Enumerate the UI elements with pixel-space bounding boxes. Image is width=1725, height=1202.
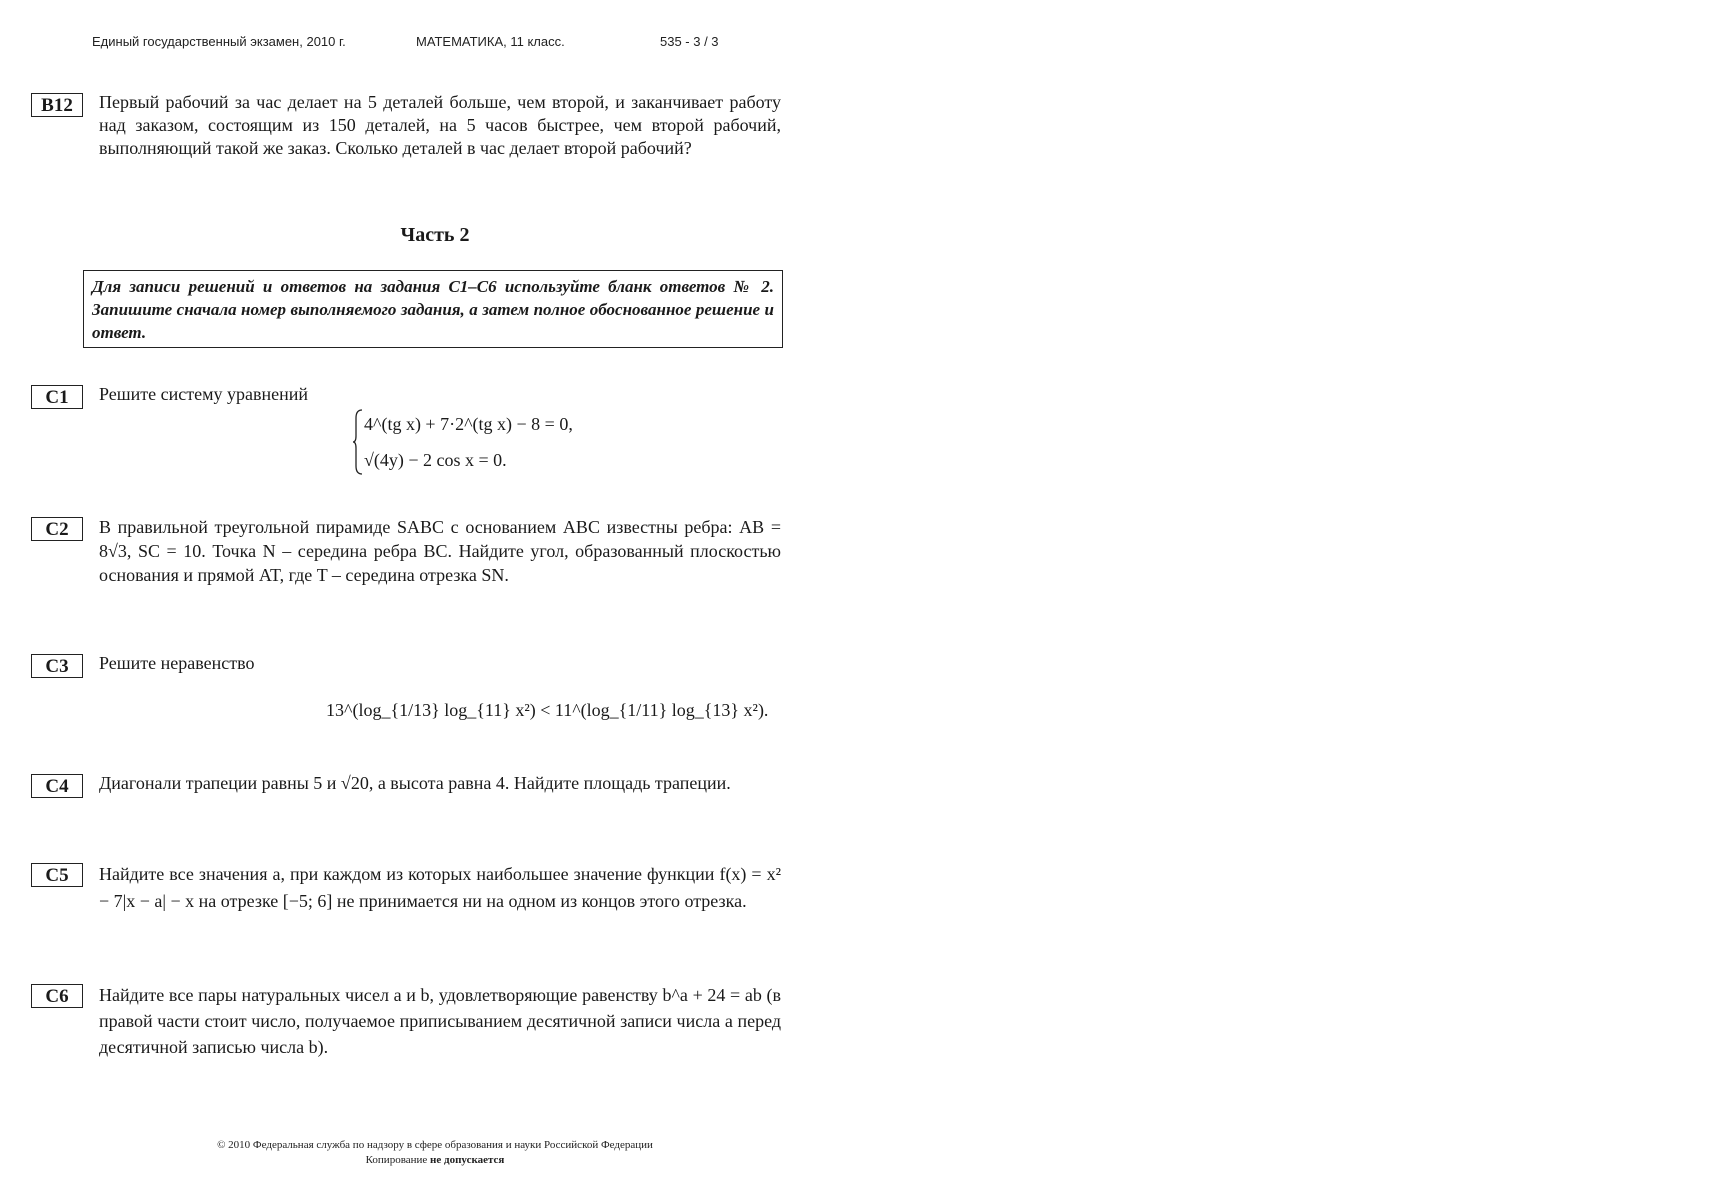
footer-copy-bold: не допускается (430, 1154, 505, 1166)
header-exam: Единый государственный экзамен, 2010 г. (92, 34, 346, 49)
instruction-box: Для записи решений и ответов на задания C1–C6 используйте бланк ответов № 2. Запишите сначала номер выполняемого задания, а затем полное обоснованное решение и ответ. (83, 270, 783, 348)
equation-text: √(4y) − 2 cos x = 0. (364, 450, 507, 470)
header-subject: МАТЕМАТИКА, 11 класс. (416, 34, 565, 49)
task-text: Найдите все значения a, при каждом из которых наибольшее значение функции f(x) = x² − 7|x − a| − x на отрезке [−5; 6] не принимается ни на одном из концов этого отрезка. (99, 864, 781, 911)
task-label: C1 (31, 385, 83, 409)
inequality-text: 13^(log_{1/13} log_{11} x²) < 11^(log_{1/11} log_{13} x²). (326, 700, 769, 720)
task-text: Диагонали трапеции равны 5 и √20, а высота равна 4. Найдите площадь трапеции. (99, 773, 731, 793)
task-label: B12 (31, 93, 83, 117)
task-text: В правильной треугольной пирамиде SABC с основанием ABC известны ребра: AB = 8√3, SC = 10. Точка N – середина ребра BC. Найдите угол, образованный плоскостью основания и прямой AT, где T – середина отрезка SN. (99, 517, 781, 585)
task-label: C4 (31, 774, 83, 798)
part-title: Часть 2 (400, 224, 470, 246)
header-page: 535 - 3 / 3 (660, 34, 719, 49)
footer-copyright: © 2010 Федеральная служба по надзору в сфере образования и науки Российской Федерации (217, 1139, 653, 1151)
task-label: C2 (31, 517, 83, 541)
task-text: Найдите все пары натуральных чисел a и b, удовлетворяющие равенству b^a + 24 = ab (в правой части стоит число, получаемое приписыванием десятичной записи числа a перед десятичной записью числа b). (99, 985, 781, 1057)
task-label: C3 (31, 654, 83, 678)
task-text: Первый рабочий за час делает на 5 деталей больше, чем второй, и заканчивает работу над заказом, состоящим из 150 деталей, на 5 часов быстрее, чем второй рабочий, выполняющий такой же заказ. Сколько деталей в час делает второй рабочий? (99, 92, 781, 158)
task-label: C5 (31, 863, 83, 887)
system-equation-1 (364, 414, 573, 435)
task-text: Решите неравенство (99, 653, 255, 673)
exam-page (0, 0, 800, 1202)
footer-copy-note (0, 1154, 870, 1166)
footer-copy-prefix: Копирование (365, 1154, 428, 1166)
system-equation-2 (364, 450, 507, 471)
inequality (326, 700, 768, 721)
task-label: C6 (31, 984, 83, 1008)
task-text: Решите систему уравнений (99, 384, 308, 404)
equation-text: 4^(tg x) + 7·2^(tg x) − 8 = 0, (364, 414, 573, 434)
system-brace (352, 408, 364, 476)
